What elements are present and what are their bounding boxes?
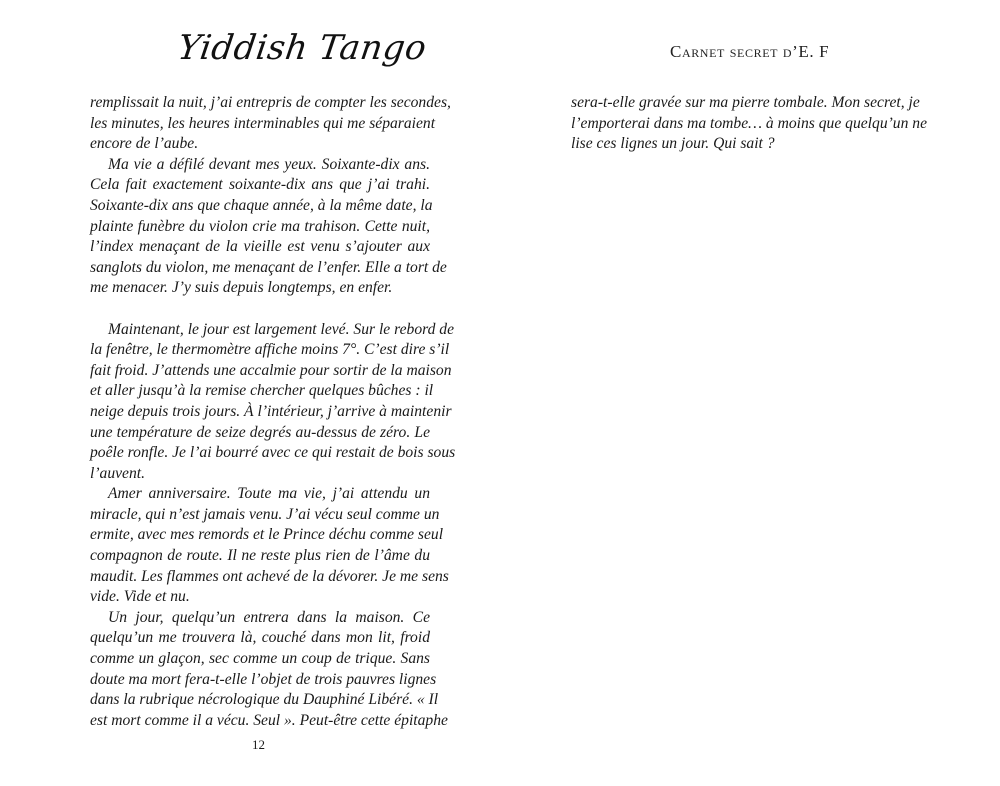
paragraph xyxy=(90,320,456,485)
text-line: vide. Vide et nu. xyxy=(90,588,190,606)
text-line: lise ces lignes un jour. Qui sait ? xyxy=(571,135,775,153)
text-line: sera-t-elle gravée sur ma pierre tombale. Mon secret, je xyxy=(571,94,920,111)
paragraph-gap xyxy=(90,299,430,320)
text-line: les minutes, les heures interminables qui me séparaient xyxy=(90,114,436,132)
text-line: et aller jusqu’à la remise chercher quelques bûches : il xyxy=(90,382,434,400)
text-line: l’index menaçant de la vieille est venu s’ajouter aux xyxy=(90,238,430,256)
text-line: dans la rubrique nécrologique du Dauphiné Libéré. « Il xyxy=(90,691,439,709)
paragraph xyxy=(571,93,928,155)
text-line: fait froid. J’attends une accalmie pour sortir de la maison xyxy=(90,361,452,379)
text-line: Amer anniversaire. Toute ma vie, j’ai attendu un xyxy=(108,485,430,503)
paragraph xyxy=(90,155,447,299)
book-title-header: Yiddish Tango xyxy=(175,28,430,68)
right-page-text xyxy=(571,93,928,155)
text-line: est mort comme il a vécu. Seul ». Peut-être cette épitaphe xyxy=(90,711,448,729)
text-line: Ma vie a défilé devant mes yeux. Soixante-dix ans. xyxy=(108,155,430,173)
text-line: neige depuis trois jours. À l’intérieur, j’arrive à maintenir xyxy=(90,402,452,420)
chapter-title-header: Carnet secret d’E. F xyxy=(670,42,830,61)
paragraph xyxy=(90,93,451,155)
text-line: miracle, qui n’est jamais venu. J’ai vécu seul comme un xyxy=(90,505,440,523)
page-number: 12 xyxy=(252,737,265,752)
text-line: quelqu’un me trouvera là, couché dans mon lit, froid xyxy=(90,629,430,647)
paragraph xyxy=(90,484,449,608)
text-line: compagnon de route. Il ne reste plus rien de l’âme du xyxy=(90,547,430,565)
text-line: une température de seize degrés au-dessus de zéro. Le xyxy=(90,423,430,441)
text-line: sanglots du violon, me menaçant de l’enfer. Elle a tort de xyxy=(90,258,447,276)
text-line: me menacer. J’y suis depuis longtemps, en enfer. xyxy=(90,279,393,297)
text-line: l’emporterai dans ma tombe… à moins que quelqu’un ne xyxy=(571,114,928,132)
left-page-text xyxy=(90,93,456,731)
text-line: Cela fait exactement soixante-dix ans que j’ai trahi. xyxy=(90,176,430,194)
text-line: Un jour, quelqu’un entrera dans la maison. Ce xyxy=(108,608,430,626)
text-line: remplissait la nuit, j’ai entrepris de compter les secondes, xyxy=(90,94,451,111)
text-line: l’auvent. xyxy=(90,464,145,482)
text-line: maudit. Les flammes ont achevé de la dévorer. Je me sens xyxy=(90,567,449,585)
text-line: comme un glaçon, sec comme un coup de trique. Sans xyxy=(90,650,430,668)
text-line: ermite, avec mes remords et le Prince déchu comme seul xyxy=(90,526,444,544)
paragraph xyxy=(90,608,448,732)
text-line: poêle ronfle. Je l’ai bourré avec ce qui restait de bois sous xyxy=(90,444,456,462)
text-line: doute ma mort fera-t-elle l’objet de trois pauvres lignes xyxy=(90,670,437,688)
text-line: plainte funèbre du violon crie ma trahison. Cette nuit, xyxy=(90,217,430,235)
text-line: la fenêtre, le thermomètre affiche moins 7°. C’est dire s’il xyxy=(90,341,450,359)
text-line: Soixante-dix ans que chaque année, à la même date, la xyxy=(90,196,433,214)
text-line: encore de l’aube. xyxy=(90,135,199,153)
text-line: Maintenant, le jour est largement levé. Sur le rebord de xyxy=(108,320,455,338)
